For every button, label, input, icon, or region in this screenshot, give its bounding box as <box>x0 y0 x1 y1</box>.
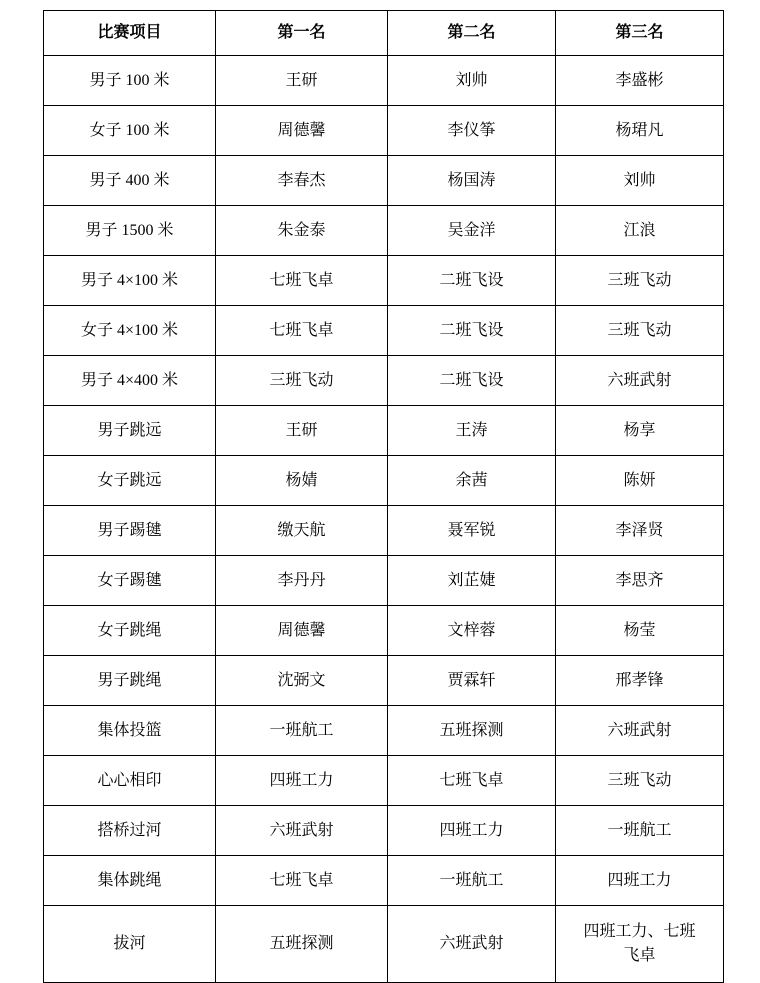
table-row <box>44 656 724 706</box>
event-cell: 女子 4×100 米 <box>44 306 216 356</box>
second-place-cell: 吴金洋 <box>388 206 556 256</box>
event-cell: 女子 100 米 <box>44 106 216 156</box>
third-place-cell: 杨珺凡 <box>556 106 724 156</box>
third-place-cell: 邢孝锋 <box>556 656 724 706</box>
second-place-cell: 六班武射 <box>388 906 556 983</box>
table-row <box>44 756 724 806</box>
second-place-cell: 刘芷婕 <box>388 556 556 606</box>
table-row <box>44 706 724 756</box>
second-place-cell: 文梓蓉 <box>388 606 556 656</box>
second-place-cell: 聂军锐 <box>388 506 556 556</box>
event-cell: 男子 4×100 米 <box>44 256 216 306</box>
third-place-cell: 刘帅 <box>556 156 724 206</box>
second-place-cell: 贾霖轩 <box>388 656 556 706</box>
first-place-cell: 缴天航 <box>216 506 388 556</box>
first-place-cell: 周德馨 <box>216 606 388 656</box>
event-cell: 男子踢毽 <box>44 506 216 556</box>
table-row <box>44 856 724 906</box>
second-place-cell: 五班探测 <box>388 706 556 756</box>
table-row <box>44 206 724 256</box>
first-place-cell: 朱金泰 <box>216 206 388 256</box>
header-first-place: 第一名 <box>216 11 388 56</box>
header-third-place: 第三名 <box>556 11 724 56</box>
table-row <box>44 356 724 406</box>
second-place-cell: 七班飞卓 <box>388 756 556 806</box>
third-place-cell: 杨享 <box>556 406 724 456</box>
third-place-cell: 六班武射 <box>556 706 724 756</box>
table-row <box>44 556 724 606</box>
second-place-cell: 一班航工 <box>388 856 556 906</box>
event-cell: 集体投篮 <box>44 706 216 756</box>
first-place-cell: 四班工力 <box>216 756 388 806</box>
first-place-cell: 一班航工 <box>216 706 388 756</box>
first-place-cell: 七班飞卓 <box>216 306 388 356</box>
first-place-cell: 杨婧 <box>216 456 388 506</box>
table-row <box>44 56 724 106</box>
second-place-cell: 余茜 <box>388 456 556 506</box>
table-row <box>44 306 724 356</box>
table-row <box>44 406 724 456</box>
third-place-cell: 三班飞动 <box>556 756 724 806</box>
third-place-cell: 一班航工 <box>556 806 724 856</box>
first-place-cell: 周德馨 <box>216 106 388 156</box>
event-cell: 女子跳绳 <box>44 606 216 656</box>
table-row <box>44 506 724 556</box>
table-row <box>44 806 724 856</box>
third-place-cell: 六班武射 <box>556 356 724 406</box>
table-row <box>44 606 724 656</box>
third-place-cell: 李泽贤 <box>556 506 724 556</box>
event-cell: 心心相印 <box>44 756 216 806</box>
table-row <box>44 156 724 206</box>
event-cell: 女子踢毽 <box>44 556 216 606</box>
table-row <box>44 106 724 156</box>
second-place-cell: 二班飞设 <box>388 306 556 356</box>
event-cell: 男子 4×400 米 <box>44 356 216 406</box>
table-row <box>44 456 724 506</box>
event-cell: 男子 1500 米 <box>44 206 216 256</box>
event-cell: 拔河 <box>44 906 216 983</box>
first-place-cell: 沈弼文 <box>216 656 388 706</box>
first-place-cell: 三班飞动 <box>216 356 388 406</box>
first-place-cell: 李春杰 <box>216 156 388 206</box>
event-cell: 男子跳绳 <box>44 656 216 706</box>
event-cell: 男子 100 米 <box>44 56 216 106</box>
first-place-cell: 六班武射 <box>216 806 388 856</box>
second-place-cell: 杨国涛 <box>388 156 556 206</box>
second-place-cell: 四班工力 <box>388 806 556 856</box>
header-second-place: 第二名 <box>388 11 556 56</box>
table-row <box>44 906 724 983</box>
third-place-cell: 陈妍 <box>556 456 724 506</box>
second-place-cell: 李仪筝 <box>388 106 556 156</box>
third-place-cell: 李盛彬 <box>556 56 724 106</box>
first-place-cell: 五班探测 <box>216 906 388 983</box>
first-place-cell: 七班飞卓 <box>216 856 388 906</box>
results-table <box>43 10 724 983</box>
third-place-cell: 三班飞动 <box>556 306 724 356</box>
event-cell: 搭桥过河 <box>44 806 216 856</box>
third-place-cell: 三班飞动 <box>556 256 724 306</box>
third-place-cell: 江浪 <box>556 206 724 256</box>
second-place-cell: 二班飞设 <box>388 256 556 306</box>
event-cell: 男子跳远 <box>44 406 216 456</box>
third-place-cell: 李思齐 <box>556 556 724 606</box>
second-place-cell: 刘帅 <box>388 56 556 106</box>
first-place-cell: 王研 <box>216 56 388 106</box>
third-place-cell: 四班工力 <box>556 856 724 906</box>
second-place-cell: 王涛 <box>388 406 556 456</box>
event-cell: 集体跳绳 <box>44 856 216 906</box>
table-row <box>44 256 724 306</box>
third-place-cell: 四班工力、七班 飞卓 <box>556 906 724 983</box>
second-place-cell: 二班飞设 <box>388 356 556 406</box>
third-place-cell: 杨莹 <box>556 606 724 656</box>
header-row <box>44 11 724 56</box>
first-place-cell: 李丹丹 <box>216 556 388 606</box>
first-place-cell: 七班飞卓 <box>216 256 388 306</box>
first-place-cell: 王研 <box>216 406 388 456</box>
event-cell: 女子跳远 <box>44 456 216 506</box>
event-cell: 男子 400 米 <box>44 156 216 206</box>
header-event: 比赛项目 <box>44 11 216 56</box>
